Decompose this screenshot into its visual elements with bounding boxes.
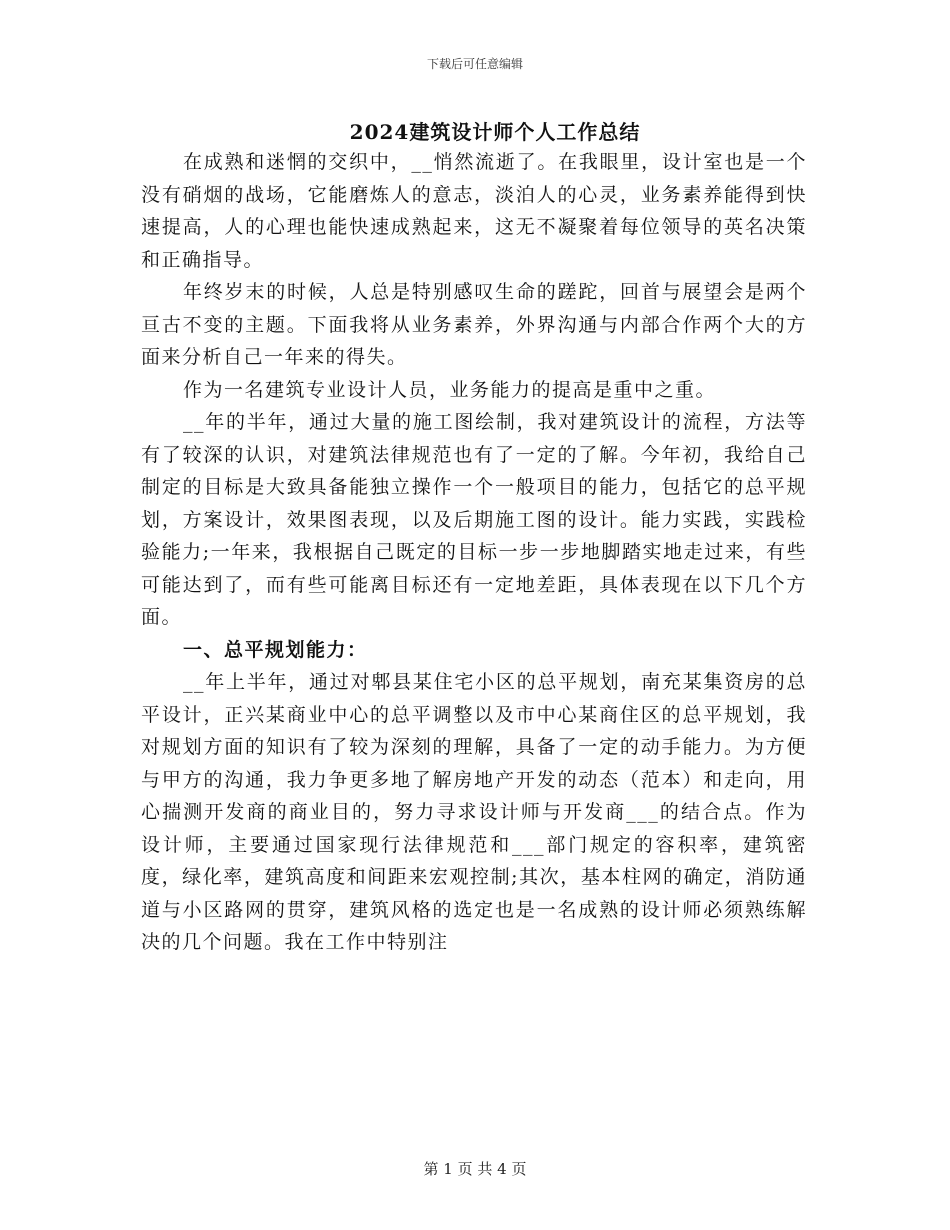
paragraph-half-year: __年的半年，通过大量的施工图绘制，我对建筑设计的流程，方法等有了较深的认识，对建筑法律规范也有了一定的了解。今年初，我给自己制定的目标是大致具备能独立操作一个一般项目的能力，包括它的总平规划，方案设计，效果图表现，以及后期施工图的设计。能力实践，实践检验能力;一年来，我根据自己既定的目标一步一步地脚踏实地走过来，有些可能达到了，而有些可能离目标还有一定地差距，具体表现在以下几个方面。 — [141, 411, 807, 628]
header-note: 下载后可任意编辑 — [426, 57, 523, 71]
paragraph-year-end: 年终岁末的时候，人总是特别感叹生命的蹉跎，回首与展望会是两个亘古不变的主题。下面我将从业务素养，外界沟通与内部合作两个大的方面来分析自己一年来的得失。 — [141, 281, 807, 368]
document-title: 2024建筑设计师个人工作总结 — [349, 120, 641, 144]
page-footer: 第 1 页 共 4 页 — [423, 1160, 527, 1178]
paragraph-planning: __年上半年，通过对郫县某住宅小区的总平规划，南充某集资房的总平设计，正兴某商业中心的总平调整以及市中心某商住区的总平规划，我对规划方面的知识有了较为深刻的理解，具备了一定的动手能力。为方便与甲方的沟通，我力争更多地了解房地产开发的动态（范本）和走向，用心揣测开发商的商业目的，努力寻求设计师与开发商___的结合点。作为设计师，主要通过国家现行法律规范和___部门规定的容积率，建筑密度，绿化率，建筑高度和间距来宏观控制;其次，基本柱网的确定，消防通道与小区路网的贯穿，建筑风格的选定也是一名成熟的设计师必须熟练解决的几个问题。我在工作中特别注 — [141, 671, 807, 953]
paragraph-professional-ability: 作为一名建筑专业设计人员，业务能力的提高是重中之重。 — [183, 378, 717, 401]
section-heading-planning: 一、总平规划能力： — [183, 638, 368, 661]
document-body — [141, 146, 807, 959]
paragraph-intro: 在成熟和迷惘的交织中，__悄然流逝了。在我眼里，设计室也是一个没有硝烟的战场，它能磨炼人的意志，淡泊人的心灵，业务素养能得到快速提高，人的心理也能快速成熟起来，这无不凝聚着每位领导的英名决策和正确指导。 — [141, 151, 807, 271]
